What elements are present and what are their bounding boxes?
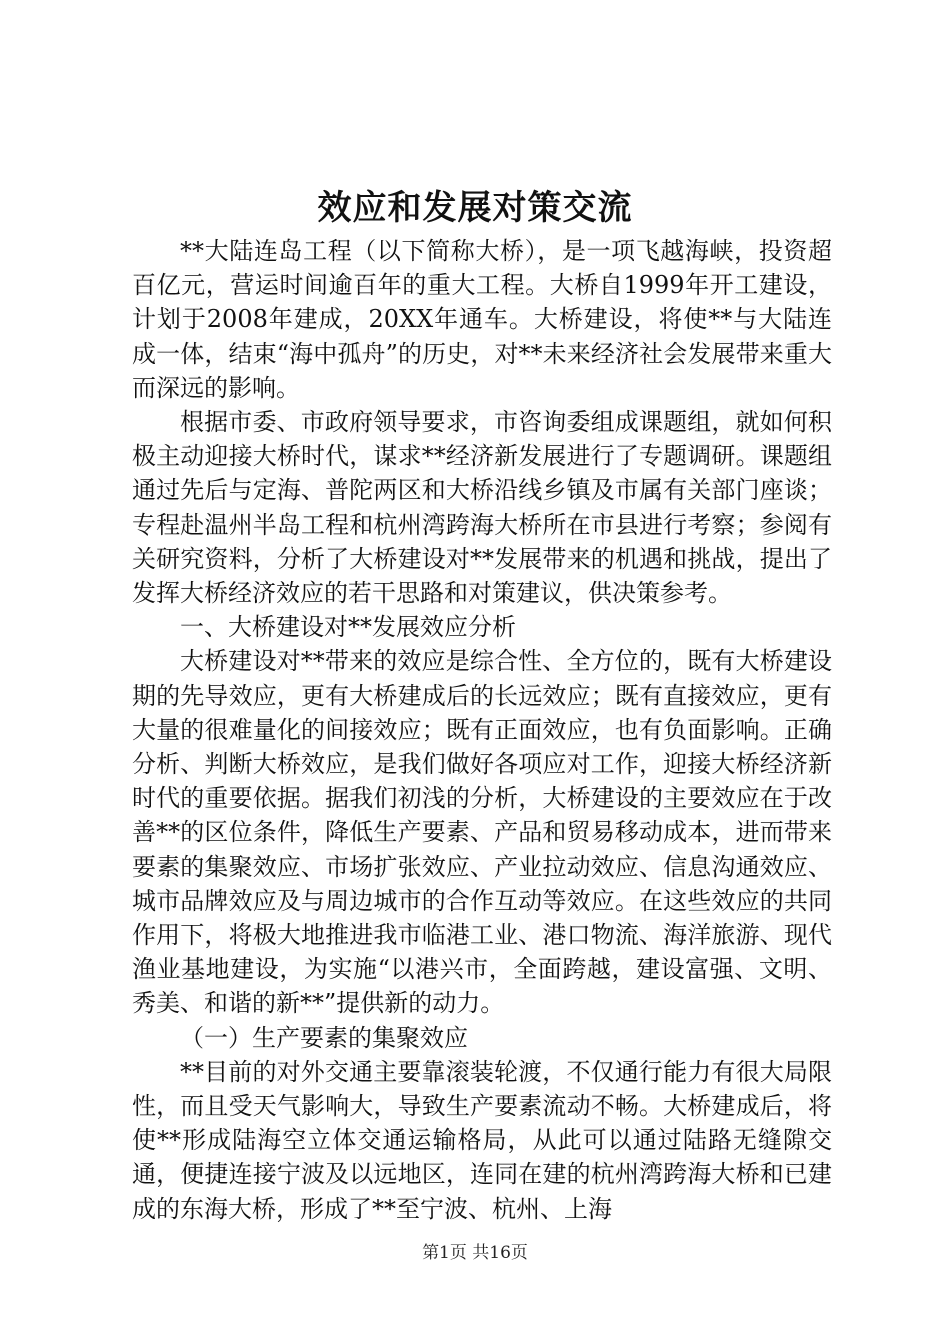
background-paragraph: 根据市委、市政府领导要求，市咨询委组成课题组，就如何积极主动迎接大桥时代，谋求**经济新发展进行了专题调研。课题组通过先后与定海、普陀两区和大桥沿线乡镇及市属有关部门座谈；专程赴温州半岛工程和杭州湾跨海大桥所在市县进行考察；参阅有关研究资料，分析了大桥建设对**发展带来的机遇和挑战，提出了发挥大桥经济效应的若干思路和对策建议，供决策参考。: [132, 408, 832, 608]
subsection-paragraph: **目前的对外交通主要靠滚装轮渡，不仅通行能力有很大局限性，而且受天气影响大，导致生产要素流动不畅。大桥建成后，将使**形成陆海空立体交通运输格局，从此可以通过陆路无缝隙交通，便捷连接宁波及以远地区，连同在建的杭州湾跨海大桥和已建成的东海大桥，形成了**至宁波、杭州、上海: [132, 1057, 832, 1223]
section-paragraph: 大桥建设对**带来的效应是综合性、全方位的，既有大桥建设期的先导效应，更有大桥建成后的长远效应；既有直接效应，更有大量的很难量化的间接效应；既有正面效应，也有负面影响。正确分析、判断大桥效应，是我们做好各项应对工作，迎接大桥经济新时代的重要依据。据我们初浅的分析，大桥建设的主要效应在于改善**的区位条件，降低生产要素、产品和贸易移动成本，进而带来要素的集聚效应、市场扩张效应、产业拉动效应、信息沟通效应、城市品牌效应及与周边城市的合作互动等效应。在这些效应的共同作用下，将极大地推进我市临港工业、港口物流、海洋旅游、现代渔业基地建设，为实施“以港兴市，全面跨越，建设富强、文明、秀美、和谐的新**”提供新的动力。: [132, 647, 832, 1018]
document-title: 效应和发展对策交流: [317, 188, 633, 228]
intro-paragraph: **大陆连岛工程（以下简称大桥），是一项飞越海峡，投资超百亿元，营运时间逾百年的重大工程。大桥自1999年开工建设，计划于2008年建成，20XX年通车。大桥建设，将使**与大陆连成一体，结束“海中孤舟”的历史，对**未来经济社会发展带来重大而深远的影响。: [132, 237, 832, 402]
section-heading: 一、大桥建设对**发展效应分析: [180, 613, 516, 642]
page-number: 第1页 共16页: [422, 1243, 528, 1263]
subsection-heading: （一）生产要素的集聚效应: [180, 1023, 468, 1052]
document-body: [132, 234, 832, 1226]
